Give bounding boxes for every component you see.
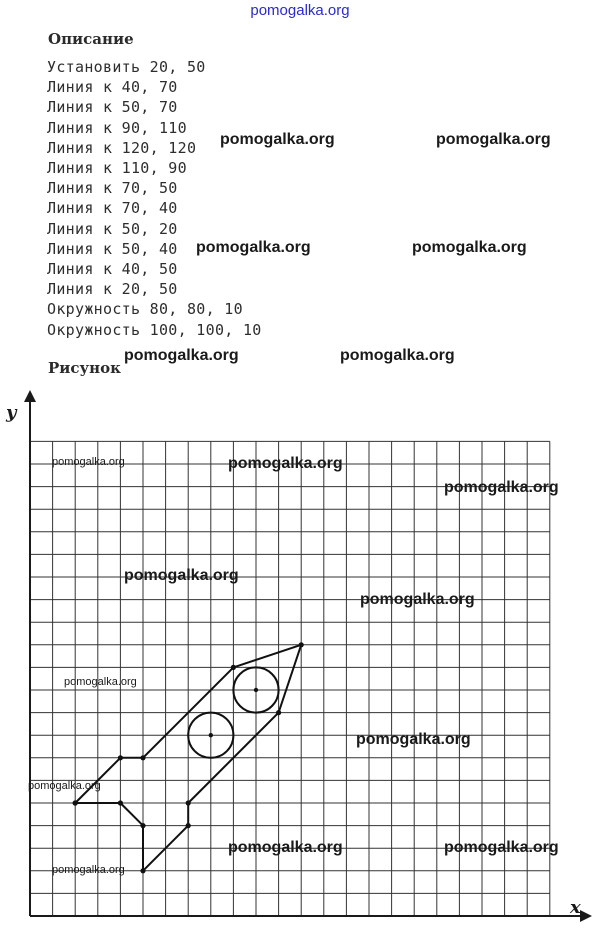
command-line: Линия к 50, 40 bbox=[47, 239, 178, 258]
y-axis-arrow bbox=[24, 390, 36, 402]
watermark: pomogalka.org bbox=[220, 131, 335, 148]
vertex-point bbox=[231, 665, 236, 670]
vertex-point bbox=[118, 755, 123, 760]
watermark: pomogalka.org bbox=[28, 780, 101, 792]
command-line: Окружность 100, 100, 10 bbox=[47, 320, 262, 339]
watermark: pomogalka.org bbox=[228, 839, 343, 856]
command-line: Линия к 50, 70 bbox=[47, 98, 178, 117]
vertex-point bbox=[276, 710, 281, 715]
y-axis-label: y bbox=[6, 402, 17, 423]
watermark: pomogalka.org bbox=[436, 131, 551, 148]
site-header-link[interactable]: pomogalka.org bbox=[250, 2, 350, 19]
vertex-point bbox=[73, 800, 78, 805]
command-line: Установить 20, 50 bbox=[47, 58, 206, 76]
watermark: pomogalka.org bbox=[356, 731, 471, 748]
command-line: Линия к 70, 40 bbox=[47, 199, 178, 218]
watermark: pomogalka.org bbox=[444, 839, 559, 856]
vertex-point bbox=[118, 800, 123, 805]
circle-center-point bbox=[209, 733, 213, 737]
watermark: pomogalka.org bbox=[52, 864, 125, 876]
vertex-point bbox=[140, 755, 145, 760]
vertex-point bbox=[186, 823, 191, 828]
watermark: pomogalka.org bbox=[124, 347, 239, 364]
watermark: pomogalka.org bbox=[124, 567, 239, 584]
watermark: pomogalka.org bbox=[64, 676, 137, 688]
command-line: Линия к 110, 90 bbox=[47, 159, 187, 178]
figure-heading: Рисунок bbox=[48, 359, 121, 377]
command-line: Линия к 70, 50 bbox=[47, 179, 178, 198]
watermark: pomogalka.org bbox=[196, 239, 311, 256]
command-line: Линия к 50, 20 bbox=[47, 219, 178, 238]
watermark: pomogalka.org bbox=[340, 347, 455, 364]
watermark: pomogalka.org bbox=[360, 591, 475, 608]
vertex-point bbox=[140, 868, 145, 873]
watermark: pomogalka.org bbox=[444, 479, 559, 496]
watermark: pomogalka.org bbox=[412, 239, 527, 256]
watermark: pomogalka.org bbox=[52, 456, 125, 468]
command-line: Линия к 40, 70 bbox=[47, 78, 178, 97]
vertex-point bbox=[140, 823, 145, 828]
x-axis-arrow bbox=[580, 910, 592, 922]
command-line: Линия к 120, 120 bbox=[47, 138, 197, 157]
command-line: Окружность 80, 80, 10 bbox=[47, 300, 243, 319]
watermark: pomogalka.org bbox=[228, 455, 343, 472]
circle-center-point bbox=[254, 688, 258, 692]
vertex-point bbox=[186, 800, 191, 805]
description-heading: Описание bbox=[48, 30, 134, 48]
vertex-point bbox=[299, 642, 304, 647]
command-line: Линия к 90, 110 bbox=[47, 118, 187, 137]
command-line: Линия к 40, 50 bbox=[47, 260, 178, 279]
x-axis-label: x bbox=[570, 897, 581, 918]
command-line: Линия к 20, 50 bbox=[47, 280, 178, 299]
